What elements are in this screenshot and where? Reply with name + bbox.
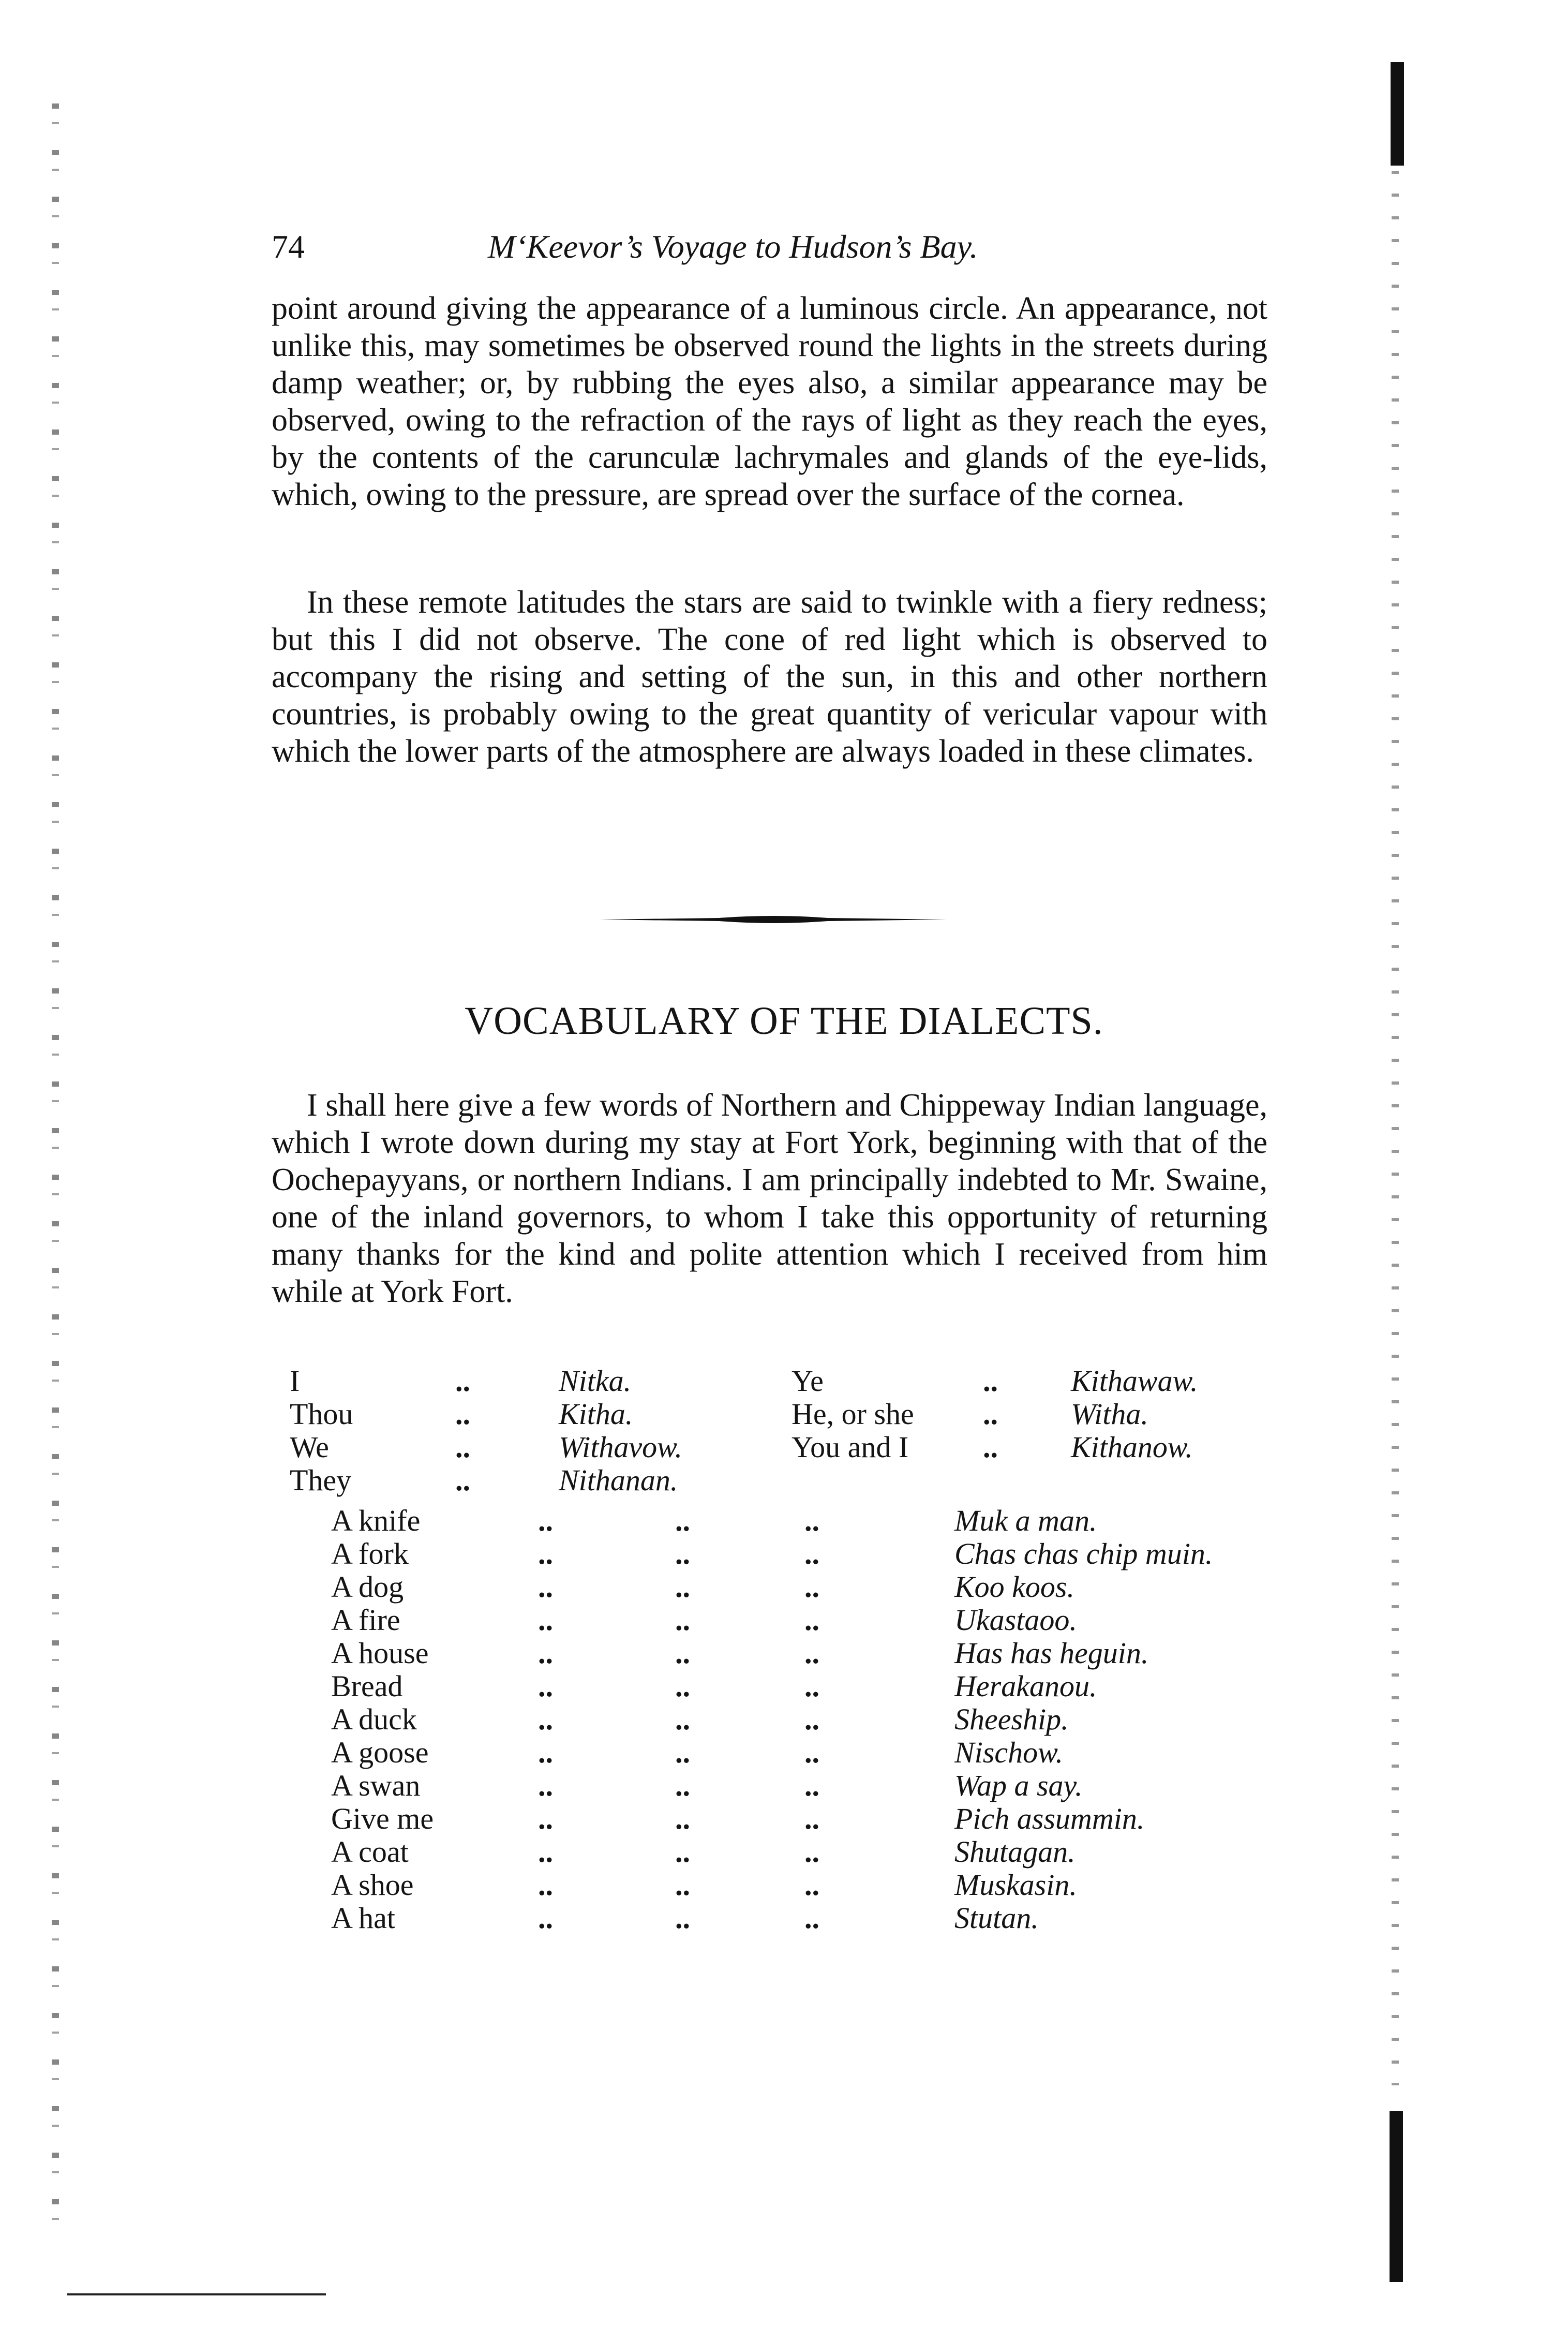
pronoun-english: They [290, 1463, 352, 1497]
pronoun-row [290, 1397, 1273, 1430]
leader-dots: .. [455, 1397, 470, 1431]
vocab-indian: Has has heguin. [954, 1636, 1149, 1670]
vocab-row [331, 1569, 1293, 1603]
vocab-english: A hat [331, 1901, 396, 1935]
scan-edge-right-bottom [1390, 2111, 1403, 2282]
vocab-indian: Stutan. [954, 1901, 1039, 1935]
leader-dots: .. [538, 1702, 553, 1736]
leader-dots: .. [538, 1868, 553, 1902]
vocab-indian: Shutagan. [954, 1835, 1076, 1869]
vocab-indian: Muk a man. [954, 1504, 1097, 1537]
pronoun-indian: Kithawaw. [1071, 1364, 1198, 1398]
leader-dots: .. [675, 1769, 690, 1802]
vocab-english: Bread [331, 1669, 403, 1703]
pronoun-indian: Nitka. [559, 1364, 632, 1398]
vocab-english: A fork [331, 1537, 409, 1570]
leader-dots: .. [675, 1802, 690, 1835]
vocab-english: A goose [331, 1736, 429, 1769]
section-heading: VOCABULARY OF THE DIALECTS. [465, 999, 1103, 1043]
leader-dots: .. [538, 1636, 553, 1670]
leader-dots: .. [804, 1901, 819, 1935]
running-head [272, 228, 1120, 269]
leader-dots: .. [983, 1430, 998, 1464]
vocab-row [331, 1867, 1293, 1901]
vocab-row [331, 1801, 1293, 1834]
vocab-indian: Nischow. [954, 1736, 1063, 1769]
leader-dots: .. [804, 1603, 819, 1637]
vocab-row [331, 1702, 1293, 1735]
vocab-row [331, 1636, 1293, 1669]
vocab-indian: Sheeship. [954, 1702, 1069, 1736]
vocab-row [331, 1834, 1293, 1867]
leader-dots: .. [983, 1364, 998, 1398]
leader-dots: .. [538, 1802, 553, 1835]
vocab-english: A dog [331, 1570, 404, 1604]
vocab-row [331, 1768, 1293, 1801]
pronoun-row [290, 1463, 1273, 1496]
leader-dots: .. [538, 1570, 553, 1604]
vocab-english: A shoe [331, 1868, 414, 1902]
vocab-row [331, 1901, 1293, 1934]
leader-dots: .. [455, 1430, 470, 1464]
leader-dots: .. [675, 1504, 690, 1537]
leader-dots: .. [538, 1669, 553, 1703]
vocab-english: A house [331, 1636, 429, 1670]
leader-dots: .. [675, 1702, 690, 1736]
scan-edge-left [52, 103, 59, 2225]
leader-dots: .. [538, 1736, 553, 1769]
paragraph-continued: point around giving the appearance of a luminous circle. An appearance, not unlike this, may sometimes be observed round the lights in the streets during damp weather; or, by rubbing the eyes also, a similar appearance may be observed, owing to the refraction of the rays of light as they reach the eyes, by the contents of the carunculæ lachrymales and glands of the eye-lids, which, owing to the pressure, are spread over the surface of the cornea. [272, 291, 1267, 512]
leader-dots: .. [538, 1603, 553, 1637]
leader-dots: .. [675, 1636, 690, 1670]
pronoun-english: I [290, 1364, 300, 1398]
pronoun-indian: Nithanan. [559, 1463, 678, 1497]
pronoun-english: You and I [792, 1430, 909, 1464]
leader-dots: .. [675, 1901, 690, 1935]
paragraph-stars: In these remote latitudes the stars are said to twinkle with a fiery redness; but this I did not observe. The cone of red light which is observed to accompany the rising and setting of the sun, in this and other northern countries, is probably owing to the great quantity of vericular vapour with which the lower parts of the atmosphere are always loaded in these climates. [272, 585, 1267, 769]
leader-dots: .. [804, 1636, 819, 1670]
leader-dots: .. [675, 1537, 690, 1570]
vocab-english: A swan [331, 1769, 421, 1802]
leader-dots: .. [455, 1463, 470, 1497]
leader-dots: .. [538, 1504, 553, 1537]
pronoun-english: Ye [792, 1364, 824, 1398]
pronoun-english: Thou [290, 1397, 353, 1431]
leader-dots: .. [804, 1570, 819, 1604]
vocab-row [331, 1503, 1293, 1536]
leader-dots: .. [675, 1835, 690, 1869]
pronoun-english: He, or she [792, 1397, 914, 1431]
vocab-indian: Koo koos. [954, 1570, 1074, 1604]
leader-dots: .. [804, 1736, 819, 1769]
vocab-english: A knife [331, 1504, 421, 1537]
vocab-indian: Muskasin. [954, 1868, 1077, 1902]
pronoun-row [290, 1430, 1273, 1463]
vocab-indian: Ukastaoo. [954, 1603, 1077, 1637]
leader-dots: .. [804, 1504, 819, 1537]
leader-dots: .. [538, 1537, 553, 1570]
leader-dots: .. [804, 1802, 819, 1835]
page-number: 74 [272, 228, 305, 265]
leader-dots: .. [538, 1769, 553, 1802]
scan-edge-right [1392, 171, 1399, 2085]
leader-dots: .. [455, 1364, 470, 1398]
pronoun-indian: Kitha. [559, 1397, 633, 1431]
vocab-indian: Chas chas chip muin. [954, 1537, 1213, 1570]
leader-dots: .. [538, 1835, 553, 1869]
vocab-indian: Pich assummin. [954, 1802, 1145, 1835]
leader-dots: .. [675, 1669, 690, 1703]
scan-bottom-rule [67, 2293, 326, 2295]
leader-dots: .. [804, 1669, 819, 1703]
pronoun-indian: Kithanow. [1071, 1430, 1193, 1464]
pronoun-indian: Witha. [1071, 1397, 1148, 1431]
vocab-row [331, 1603, 1293, 1636]
leader-dots: .. [538, 1901, 553, 1935]
vocab-english: A fire [331, 1603, 400, 1637]
pronoun-table [290, 1363, 1273, 1508]
pronoun-english: We [290, 1430, 329, 1464]
vocabulary-intro: I shall here give a few words of Northern and Chippeway Indian language, which I wrote down during my stay at Fort York, beginning with that of the Oochepayyans, or northern Indians. I am principally indebted to Mr. Swaine, one of the inland governors, to whom I take this opportunity of returning many thanks for the kind and polite attention which I received from him while at York Fort. [272, 1088, 1267, 1309]
leader-dots: .. [983, 1397, 998, 1431]
ornamental-divider [600, 915, 947, 924]
vocab-indian: Herakanou. [954, 1669, 1097, 1703]
leader-dots: .. [804, 1702, 819, 1736]
leader-dots: .. [675, 1603, 690, 1637]
vocab-row [331, 1536, 1293, 1569]
vocab-english: A duck [331, 1702, 417, 1736]
leader-dots: .. [804, 1537, 819, 1570]
pronoun-row [290, 1363, 1273, 1397]
vocab-row [331, 1735, 1293, 1768]
leader-dots: .. [675, 1868, 690, 1902]
vocab-indian: Wap a say. [954, 1769, 1083, 1802]
leader-dots: .. [675, 1736, 690, 1769]
leader-dots: .. [804, 1868, 819, 1902]
leader-dots: .. [675, 1570, 690, 1604]
leader-dots: .. [804, 1769, 819, 1802]
scan-edge-right-top [1391, 62, 1404, 166]
vocabulary-table [331, 1503, 1293, 1959]
pronoun-indian: Withavow. [559, 1430, 682, 1464]
vocab-english: Give me [331, 1802, 434, 1835]
vocab-english: A coat [331, 1835, 409, 1869]
vocab-row [331, 1669, 1293, 1702]
leader-dots: .. [804, 1835, 819, 1869]
running-title: M‘Keevor’s Voyage to Hudson’s Bay. [488, 228, 978, 265]
